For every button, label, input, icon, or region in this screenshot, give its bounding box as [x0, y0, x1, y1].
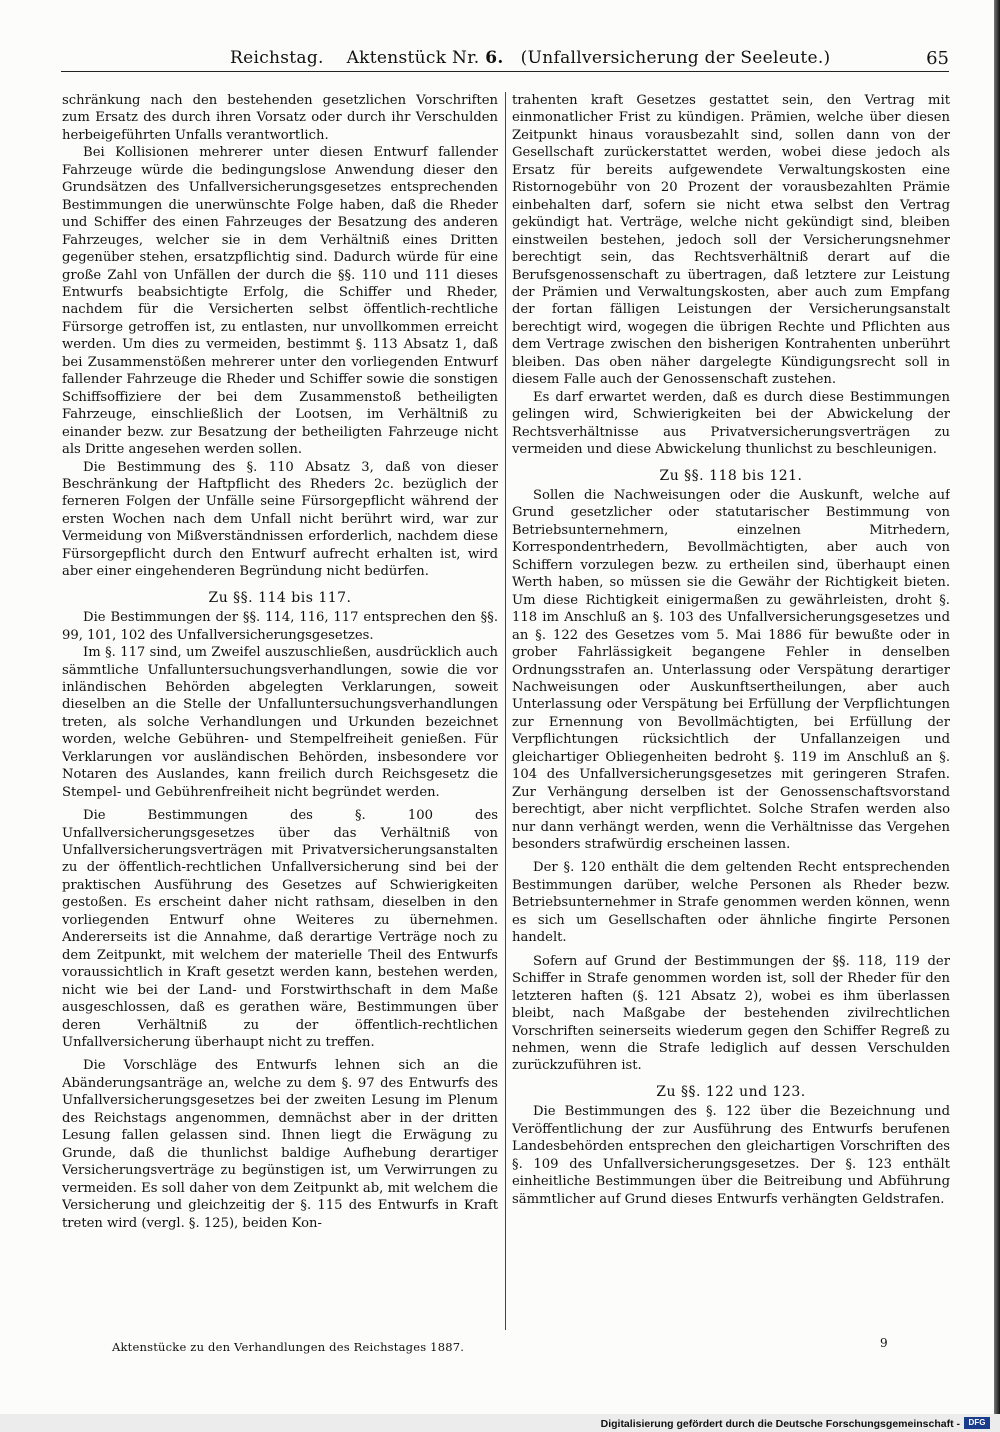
paragraph: Es darf erwartet werden, daß es durch diese Bestimmungen gelingen wird, Schwierigkeiten bei der Abwickelung der Rechtsverhältnisse aus Privatversicherungsverträgen zu vermeiden und diese Abwickelung thunlichst zu beschleunigen. [512, 389, 950, 458]
header-rule [61, 71, 949, 72]
page-number: 65 [926, 48, 949, 69]
running-head [230, 48, 870, 68]
section-heading: Zu §§. 114 bis 117. [208, 589, 352, 606]
paragraph: Sollen die Nachweisungen oder die Auskunft, welche auf Grund gesetzlicher oder statutarischer Bestimmung von Betriebsunternehmern, einzelnen Mitrhedern, Korrespondentrhedern, Bevollmächtigten, aber auch von Schiffern vorzulegen bezw. zu ertheilen sind, überhaupt einen Werth haben, so müssen sie die Gewähr der Richtigkeit bieten. Um diese Richtigkeit einigermaßen zu gewährleisten, droht §. 118 im Anschluß an §. 103 des Unfallversicherungsgesetzes und an §. 122 des Gesetzes vom 5. Mai 1886 für bewußte oder in grober Fahrlässigkeit begangene Fehler in denselben Ordnungsstrafen an. Unterlassung oder Verspätung derartiger Nachweisungen oder Auskunftsertheilungen, aber auch Unterlassung oder Verspätung bei Erfüllung der Verpflichtungen zur Ernennung von Bevollmächtigten, bei Erfüllung der Verpflichtungen rücksichtlich der Unfallanzeigen und gleichartiger Obliegenheiten bedroht §. 119 im Anschluß an §. 104 des Unfallversicherungsgesetzes mit geringeren Strafen. Zur Verhängung derselben ist der Genossenschaftsvorstand berechtigt, aber nicht verpflichtet. Solche Strafen werden also nur dann verhängt werden, wenn die Verhältnisse das Vergehen besonders strafwürdig erscheinen lassen. [512, 487, 950, 853]
paragraph: Die Bestimmungen des §. 122 über die Bezeichnung und Veröffentlichung der zur Ausführung des Entwurfs berufenen Landesbehörden entsprechen den gleichartigen Vorschriften des §. 109 des Unfallversicherungsgesetzes. Der §. 123 enthält einheitliche Bestimmungen über die Beitreibung und Abführung sämmtlicher auf Grund dieses Entwurfs verhängten Geldstrafen. [512, 1104, 950, 1207]
funding-credit: Digitalisierung gefördert durch die Deutsche Forschungsgemeinschaft - [600, 1418, 960, 1430]
paragraph: schränkung nach den bestehenden gesetzlichen Vorschriften zum Ersatz des durch ihren Vorsatz oder durch ihr Verschulden herbeigeführten Unfalls verantwortlich. [62, 93, 498, 143]
scan-edge [994, 0, 1000, 1414]
left-column [62, 92, 498, 1347]
paragraph: Im §. 117 sind, um Zweifel auszuschließen, ausdrücklich auch sämmtliche Unfalluntersuchungsverhandlungen, sowie die vor inländischen Behörden abgelegten Verklarungen, soweit dieselben an die Stelle der Unfalluntersuchungsverhandlungen treten, als solche Verhandlungen und Urkunden bezeichnet worden, welche Gebühren- und Stempelfreiheit genießen. Für Verklarungen vor ausländischen Behörden, insbesondere vor Notaren des Auslandes, kann freilich durch Reichsgesetz die Stempel- und Gebührenfreiheit nicht begründet werden. [62, 645, 498, 800]
footer-source: Aktenstücke zu den Verhandlungen des Reichstages 1887. [112, 1340, 465, 1354]
paragraph: Sofern auf Grund der Bestimmungen der §§. 118, 119 der Schiffer in Strafe genommen worden ist, soll der Rheder für den letzteren haften (§. 121 Absatz 2), wobei es ihm überlassen bleibt, nach Maßgabe der bestehenden zivilrechtlichen Vorschriften seinerseits wiederum gegen den Schiffer Regreß zu nehmen, wenn die Strafe lediglich auf dessen Verschulden zurückzuführen ist. [512, 953, 950, 1074]
section-heading: Zu §§. 122 und 123. [656, 1083, 806, 1100]
column-divider [505, 92, 506, 1330]
running-head-topic: (Unfallversicherung der Seeleute.) [520, 48, 831, 68]
running-head-doc-number: 6. [485, 48, 504, 68]
running-head-doc-label: Aktenstück Nr. [346, 48, 480, 68]
footer-signature-number: 9 [880, 1336, 888, 1350]
paragraph: Die Vorschläge des Entwurfs lehnen sich an die Abänderungsanträge an, welche zu dem §. 97 des Entwurfs des Unfallversicherungsgesetzes bei der zweiten Lesung im Plenum des Reichstags angenommen, demnächst aber in der dritten Lesung fallen gelassen sind. Ihnen liegt die Erwägung zu Grunde, daß die thunlichst baldige Aufhebung derartiger Versicherungsverträge zu begünstigen ist, um Verwirrungen zu vermeiden. Es soll daher von dem Zeitpunkt ab, mit welchem die Versicherung und gleichzeitig der §. 115 des Entwurfs in Kraft treten wird (vergl. §. 125), beiden Kon- [62, 1058, 498, 1231]
paragraph: Bei Kollisionen mehrerer unter diesen Entwurf fallender Fahrzeuge würde die bedingungslose Anwendung dieser den Grundsätzen des Unfallversicherungsgesetzes entsprechenden Bestimmungen die unerwünschte Folge haben, daß die Rheder und Schiffer des einen Fahrzeuges der Besatzung des anderen Fahrzeuges, welcher sie in dem Verhältniß eines Dritten gegenüber stehen, ersatzpflichtig sind. Dadurch würde für eine große Zahl von Unfällen der durch die §§. 110 und 111 dieses Entwurfs beabsichtigte Erfolg, die Schiffer und Rheder, nachdem für die Versicherten selbst öffentlich-rechtliche Fürsorge getroffen ist, zu entlasten, nur unvollkommen erreicht werden. Um dies zu vermeiden, bestimmt §. 113 Absatz 1, daß bei Zusammenstößen mehrerer unter den vorliegenden Entwurf fallender Fahrzeuge die Rheder und Schiffer sowie die sonstigen Schiffsoffiziere der bei dem Zusammenstoß betheiligten Fahrzeuge, einschließlich der Lootsen, im Verhältniß zu einander bezw. zur Besatzung der betheiligten Fahrzeuge nicht als Dritte angesehen werden sollen. [62, 145, 498, 458]
right-column [512, 92, 950, 1347]
dfg-logo-icon: DFG [964, 1417, 990, 1429]
page-header [55, 44, 955, 78]
paragraph: Der §. 120 enthält die dem geltenden Recht entsprechenden Bestimmungen darüber, welche Personen als Rheder bezw. Betriebsunternehmer in Strafe genommen werden können, wenn es sich um Gesellschaften oder ähnliche fingirte Personen handelt. [512, 860, 950, 946]
paragraph: Die Bestimmung des §. 110 Absatz 3, daß von dieser Beschränkung der Haftpflicht des Rheders 2c. bezüglich der ferneren Folgen der Unfälle seine Fürsorgepflicht während der ersten Wochen nach dem Unfall nicht berührt wird, war zur Vermeidung von Mißverständnissen erforderlich, nachdem diese Fürsorgepflicht durch den Entwurf aufrecht erhalten ist, wird aber einer eingehenderen Begründung nicht bedürfen. [62, 459, 498, 580]
running-head-left: Reichstag. [230, 48, 324, 68]
section-heading: Zu §§. 118 bis 121. [659, 467, 803, 484]
paragraph: trahenten kraft Gesetzes gestattet sein, den Vertrag mit einmonatlicher Frist zu kündigen. Prämien, welche über diesen Zeitpunkt hinaus vorausbezahlt sind, sollen dann von der Gesellschaft zurückerstattet werden, wobei diese jedoch als Ersatz für bereits aufgewendete Verwaltungskosten eine Ristornogebühr von 20 Prozent der vorausbezahlten Prämie einbehalten darf, sofern sie nicht etwa selbst den Vertrag gekündigt hat. Verträge, welche nicht gekündigt sind, bleiben einstweilen bestehen, jedoch soll der Versicherungsnehmer berechtigt sein, das Rechtsverhältniß derart auf die Berufsgenossenschaft zu übertragen, daß letztere zur Leistung der Prämien und Verwaltungskosten, aber auch zum Empfang der fortan fälligen Leistungen der Versicherungsanstalt berechtigt wird, wogegen die übrigen Rechte und Pflichten aus dem Vertrage zwischen den bisherigen Kontrahenten unberührt bleiben. Das oben näher dargelegte Kündigungsrecht soll in diesem Falle auch der Genossenschaft zustehen. [512, 93, 950, 388]
paragraph: Die Bestimmungen der §§. 114, 116, 117 entsprechen den §§. 99, 101, 102 des Unfallversicherungsgesetzes. [62, 610, 498, 643]
paragraph: Die Bestimmungen des §. 100 des Unfallversicherungsgesetzes über das Verhältniß von Unfallversicherungsverträgen mit Privatversicherungsanstalten zu der öffentlich-rechtlichen Unfallversicherung sind bei der praktischen Ausführung des Gesetzes auf Schwierigkeiten gestoßen. Es erscheint daher nicht rathsam, dieselben in den vorliegenden Entwurf ohne Weiteres zu übernehmen. Andererseits ist die Annahme, daß derartige Verträge noch zu dem Zeitpunkt, mit welchem der materielle Theil des Entwurfs voraussichtlich in Kraft gesetzt werden kann, bestehen werden, nicht wie bei der Land- und Forstwirthschaft in dem Maße ausgeschlossen, daß es gerathen wäre, Bestimmungen über deren Verhältniß zu der öffentlich-rechtlichen Unfallversicherung überhaupt nicht zu treffen. [62, 808, 498, 1051]
